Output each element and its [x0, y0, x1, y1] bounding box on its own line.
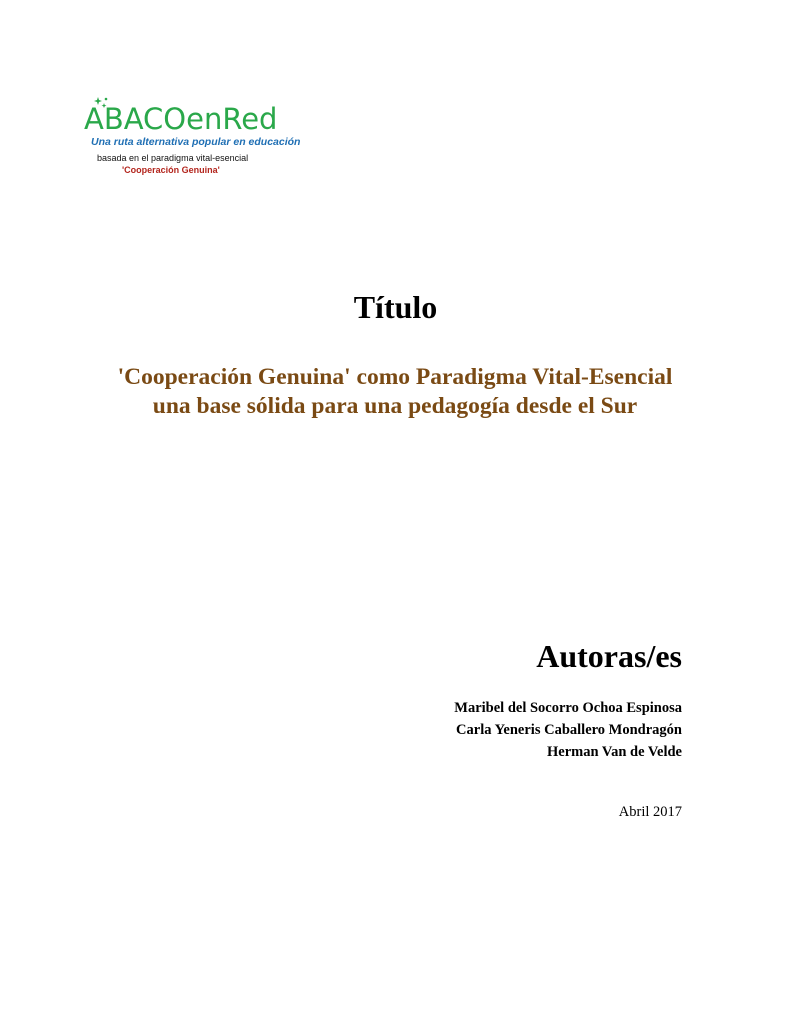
logo-tagline: Una ruta alternativa popular en educación	[91, 136, 301, 148]
authors-heading: Autoras/es	[536, 638, 682, 674]
logo-paradigm-line: basada en el paradigma vital-esencial	[97, 153, 249, 163]
publication-date: Abril 2017	[618, 804, 682, 820]
document-title: 'Cooperación Genuina' como Paradigma Vital-Esencial una base sólida para una pedagogía desde el Sur	[117, 364, 673, 419]
authors-list	[454, 697, 682, 763]
logo-wordmark: ABACOenRed	[84, 102, 278, 136]
author-name: Herman Van de Velde	[547, 744, 682, 760]
author-name: Carla Yeneris Caballero Mondragón	[456, 722, 682, 738]
author-name: Maribel del Socorro Ochoa Espinosa	[454, 700, 682, 716]
abacoenred-logo	[84, 96, 304, 182]
logo-cooperacion-line: 'Cooperación Genuina'	[122, 165, 220, 175]
title-heading: Título	[353, 289, 438, 325]
